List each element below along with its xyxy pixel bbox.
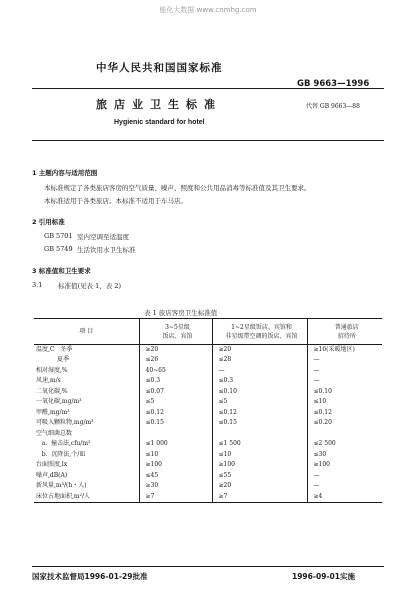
table-cell-item: 二氧化碳,% [36, 387, 68, 395]
table-row [34, 376, 382, 387]
table-row [34, 397, 382, 408]
section-3-1-text: 标准值(见表 1、表 2) [58, 282, 121, 290]
table-cell-value: ≥4 [307, 492, 382, 503]
table-cell-value: ≥7 [139, 492, 212, 503]
section-3-title: 3 标准值和卫生要求 [32, 267, 91, 275]
table-row [34, 387, 382, 398]
table-cell-value: ≤55 [212, 471, 307, 482]
table-cell-value: ≤10 [212, 450, 307, 461]
page-title: 旅店业卫生标准 [96, 98, 222, 111]
table-cell-value: ≤0.07 [139, 387, 212, 398]
header-star-3-5: 3~5星级 饭店、宾馆 [139, 319, 212, 345]
reference-2-code: GB 5749 [44, 245, 73, 253]
table-cell-item: 噪声,dB(A) [36, 471, 68, 479]
section-1-paragraph-1: 本标准规定了各类旅店客房的空气质量、噪声、照度和公共用品消毒等标准值及其卫生要求。 [44, 184, 311, 192]
table-cell-value: ≤10 [307, 397, 382, 408]
table-cell-value: ≤0.3 [139, 376, 212, 387]
table-cell-value: ≥30 [139, 481, 212, 492]
standard-org-title: 中华人民共和国国家标准 [96, 62, 223, 74]
table-cell-value: ≥7 [212, 492, 307, 503]
table-header-row [34, 319, 382, 345]
table-cell-value: ≤0.10 [307, 387, 382, 398]
table-cell-value: — [307, 366, 382, 377]
table-cell-value: ≥100 [307, 460, 382, 471]
table-cell-item: 可吸入颗粒物,mg/m³ [36, 419, 94, 427]
table-cell-item: a. 撞击法,cfu/m³ [36, 440, 91, 448]
table-row [34, 429, 382, 440]
table-cell-value: ≤0.12 [139, 408, 212, 419]
header-item: 项 目 [34, 319, 139, 345]
table-cell-value: ≤0.15 [212, 418, 307, 429]
table-cell-value [307, 429, 382, 440]
table-cell-value: ≥100 [139, 460, 212, 471]
table-row [34, 450, 382, 461]
table-cell-value: ≥20 [212, 345, 307, 356]
table-cell-value: — [307, 376, 382, 387]
section-1-title: 1 主题内容与适用范围 [32, 169, 98, 177]
table-cell-item: 新风量,m³/(h・人) [36, 482, 87, 490]
table-row [34, 481, 382, 492]
table-row [34, 366, 382, 377]
header-ordinary: 普通旅店 招待所 [307, 319, 382, 345]
table-cell-value: ≤28 [212, 355, 307, 366]
table-cell-value: ≤2 500 [307, 439, 382, 450]
table-cell-value: — [212, 366, 307, 377]
implementation-date: 1996-09-01实施 [292, 572, 355, 581]
table-cell-value [212, 429, 307, 440]
table-row [34, 355, 382, 366]
table-cell-value: ≥20 [212, 481, 307, 492]
table-cell-value: ≤10 [139, 450, 212, 461]
hygiene-standard-table [34, 318, 382, 503]
footer-rule [32, 566, 384, 567]
reference-2-name: 生活饮用水卫生标准 [77, 246, 136, 254]
table-cell-value: ≤5 [212, 397, 307, 408]
table-cell-value: — [307, 355, 382, 366]
table-cell-value: ≤0.12 [212, 408, 307, 419]
reference-1-name: 室内空调至适温度 [77, 233, 129, 241]
table-row [34, 345, 382, 356]
replaces-note: 代替 GB 9663—88 [306, 103, 360, 110]
table-cell-value: ≤26 [139, 355, 212, 366]
table-cell-item: 一氧化碳,mg/m³ [36, 398, 82, 406]
table-caption: 表 1 旅店客房卫生标准值 [144, 309, 218, 317]
table-cell-value: — [307, 481, 382, 492]
table-cell-value: ≤0.12 [307, 408, 382, 419]
table-cell-item: b. 沉降法,个/皿 [36, 450, 86, 458]
reference-1-code: GB 5701 [44, 232, 73, 240]
table-cell-value: ≥16(采暖地区) [307, 345, 382, 356]
section-3-1-number: 3.1 [32, 281, 43, 289]
table-cell-item: 空气细菌总数 [36, 429, 73, 437]
table-cell-value: — [307, 471, 382, 482]
table-cell-item: 夏季 [36, 356, 69, 364]
english-title: Hygienic standard for hotel [114, 119, 205, 126]
section-2-title: 2 引用标准 [32, 218, 65, 226]
table-cell-value: ≤0.15 [139, 418, 212, 429]
table-row [34, 460, 382, 471]
table-cell-value: 40~65 [139, 366, 212, 377]
table-cell-value: ≤0.20 [307, 418, 382, 429]
table-cell-value: ≤5 [139, 397, 212, 408]
table-cell-value: ≤1 000 [139, 439, 212, 450]
table-cell-value: ≤30 [307, 450, 382, 461]
table-cell-value: ≤0.10 [212, 387, 307, 398]
table-row [34, 418, 382, 429]
table-cell-value [139, 429, 212, 440]
table-cell-item: 床位占地面积,m²/人 [34, 492, 139, 503]
publication-note: 国家技术监督局1996-01-29批准 [32, 572, 148, 581]
table-cell-item: 相对湿度,% [36, 366, 68, 374]
table-cell-item: 甲醛,mg/m³ [36, 408, 70, 416]
table-cell-item: 台面照度,lx [36, 461, 68, 469]
watermark: 能化大数据 www.cnmhg.com [159, 6, 257, 14]
table-row [34, 439, 382, 450]
table-cell-value: ≥20 [139, 345, 212, 356]
table-cell-value: ≤0.3 [212, 376, 307, 387]
section-1-paragraph-2: 本标准适用于各类旅店。本标准不适用于车马店。 [44, 197, 187, 205]
table-row [34, 492, 382, 503]
table-cell-value: ≤45 [139, 471, 212, 482]
table-row [34, 408, 382, 419]
table-row [34, 471, 382, 482]
title-rule [32, 140, 384, 141]
standard-code: GB 9663—1996 [297, 79, 370, 89]
header-star-1-2: 1~2星级饭店、宾馆和 非星级带空调的饭店、宾馆 [212, 319, 307, 345]
table-cell-item: 风速,m/s [36, 377, 61, 385]
table-cell-value: ≥100 [212, 460, 307, 471]
table-cell-item: 温度,C 冬季 [36, 346, 73, 353]
table-cell-value: ≤1 500 [212, 439, 307, 450]
